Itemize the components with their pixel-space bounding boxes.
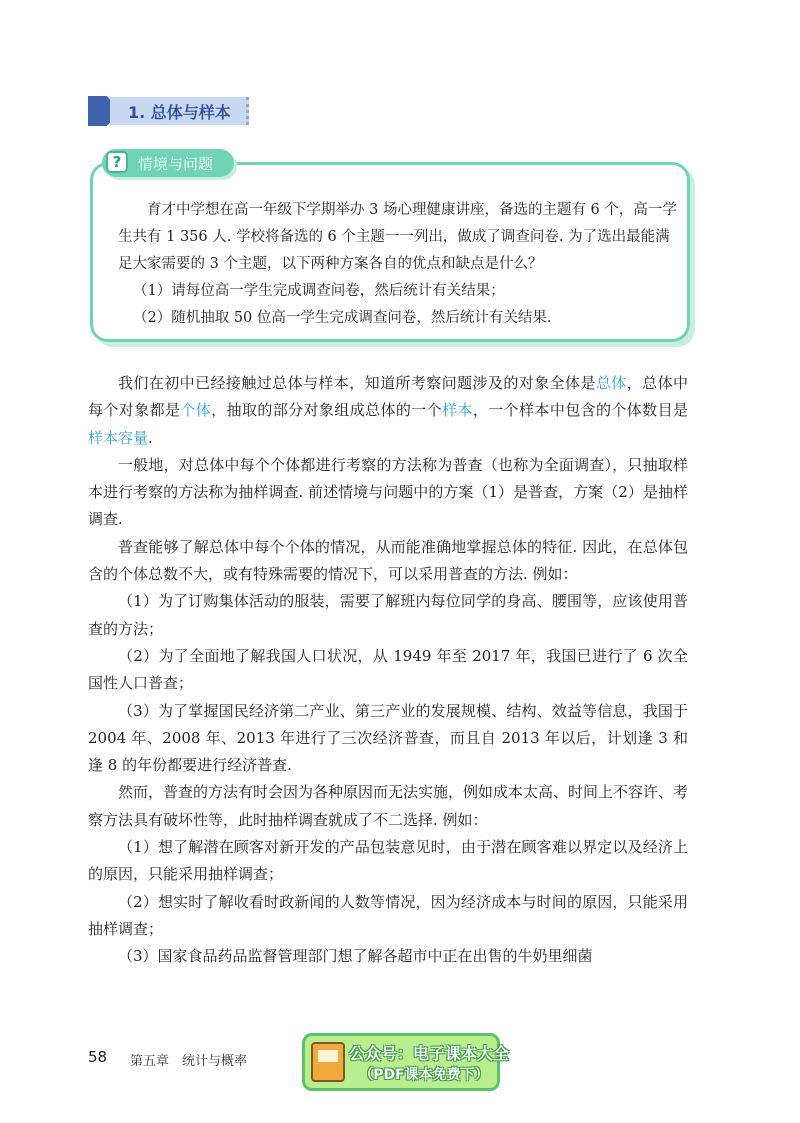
question-icon: ? — [106, 151, 128, 173]
chapter-label: 第五章 统计与概率 — [130, 1054, 248, 1069]
paragraph: 一般地，对总体中每个个体都进行考察的方法称为普查（也称为全面调查），只抽取样本进行考察的方法称为抽样调查. 前述情境与问题中的方案（1）是普查，方案（2）是抽样调查. — [88, 455, 688, 529]
section-title: 1. 总体与样本 — [128, 103, 231, 122]
scenario-tab — [102, 149, 234, 177]
book-logo-icon — [311, 1042, 345, 1082]
list-item: （3）国家食品药品监督管理部门想了解各超市中正在出售的牛奶里细菌 — [118, 947, 593, 966]
scenario-option-1: （1）请每位高一学生完成调查问卷，然后统计有关结果； — [133, 283, 505, 299]
watermark-line-1: 公众号：电子课本大全 — [349, 1044, 510, 1063]
term-sample: 样本 — [442, 401, 473, 420]
main-text — [88, 370, 688, 971]
list-item: （2）想实时了解收看时政新闻的人数等情况，因为经济成本与时间的原因，只能采用抽样调查； — [88, 892, 688, 938]
paragraph-definitions: 我们在初中已经接触过总体与样本，知道所考察问题涉及的对象全体是总体，总体中每个对象都是个体，抽取的部分对象组成总体的一个样本，一个样本中包含的个体数目是样本容量. — [88, 374, 688, 447]
watermark-badge — [302, 1033, 510, 1091]
paragraph: 然而，普查的方法有时会因为各种原因而无法实施，例如成本太高、时间上不容许、考察方法具有破坏性等，此时抽样调查就成了不二选择. 例如： — [88, 783, 689, 829]
section-banner — [88, 96, 248, 126]
list-item: （3）为了掌握国民经济第二产业、第三产业的发展规模、结构、效益等信息，我国于 2004 年、2008 年、2013 年进行了三次经济普查，而且自 2013 年以后，计划逢 3 和逢 8 的年份都要进行经济普查. — [88, 701, 688, 775]
term-individual: 个体 — [180, 401, 212, 420]
page-number: 58 — [88, 1048, 108, 1066]
paragraph: 普查能够了解总体中每个个体的情况，从而能准确地掌握总体的特征. 因此，在总体包含的个体总数不大，或有特殊需要的情况下，可以采用普查的方法. 例如： — [88, 537, 688, 584]
scenario-title: 情境与问题 — [138, 155, 214, 173]
term-population: 总体 — [595, 374, 627, 392]
list-item: （1）想了解潜在顾客对新开发的产品包装意见时，由于潜在顾客难以界定以及经济上的原因，只能采用抽样调查； — [88, 838, 688, 884]
list-item: （2）为了全面地了解我国人口状况，从 1949 年至 2017 年，我国已进行了 6 次全国性人口普查； — [88, 646, 688, 693]
term-sample-size: 样本容量 — [88, 428, 149, 447]
watermark-line-2: （PDF课本免费下） — [359, 1067, 489, 1083]
list-item: （1）为了订购集体活动的服装，需要了解班内每位同学的身高、腰围等，应该使用普查的方法； — [88, 592, 688, 638]
scenario-intro: 育才中学想在高一年级下学期举办 3 场心理健康讲座，备选的主题有 6 个，高一学生共有 1 356 人. 学校将备选的 6 个主题一一列出，做成了调查问卷. 为了选出最能满足大家需要的 3 个主题，以下两种方案各自的优点和缺点是什么？ — [118, 202, 677, 272]
scenario-text — [118, 197, 684, 332]
scenario-option-2: （2）随机抽取 50 位高一学生完成调查问卷，然后统计有关结果. — [133, 310, 552, 326]
